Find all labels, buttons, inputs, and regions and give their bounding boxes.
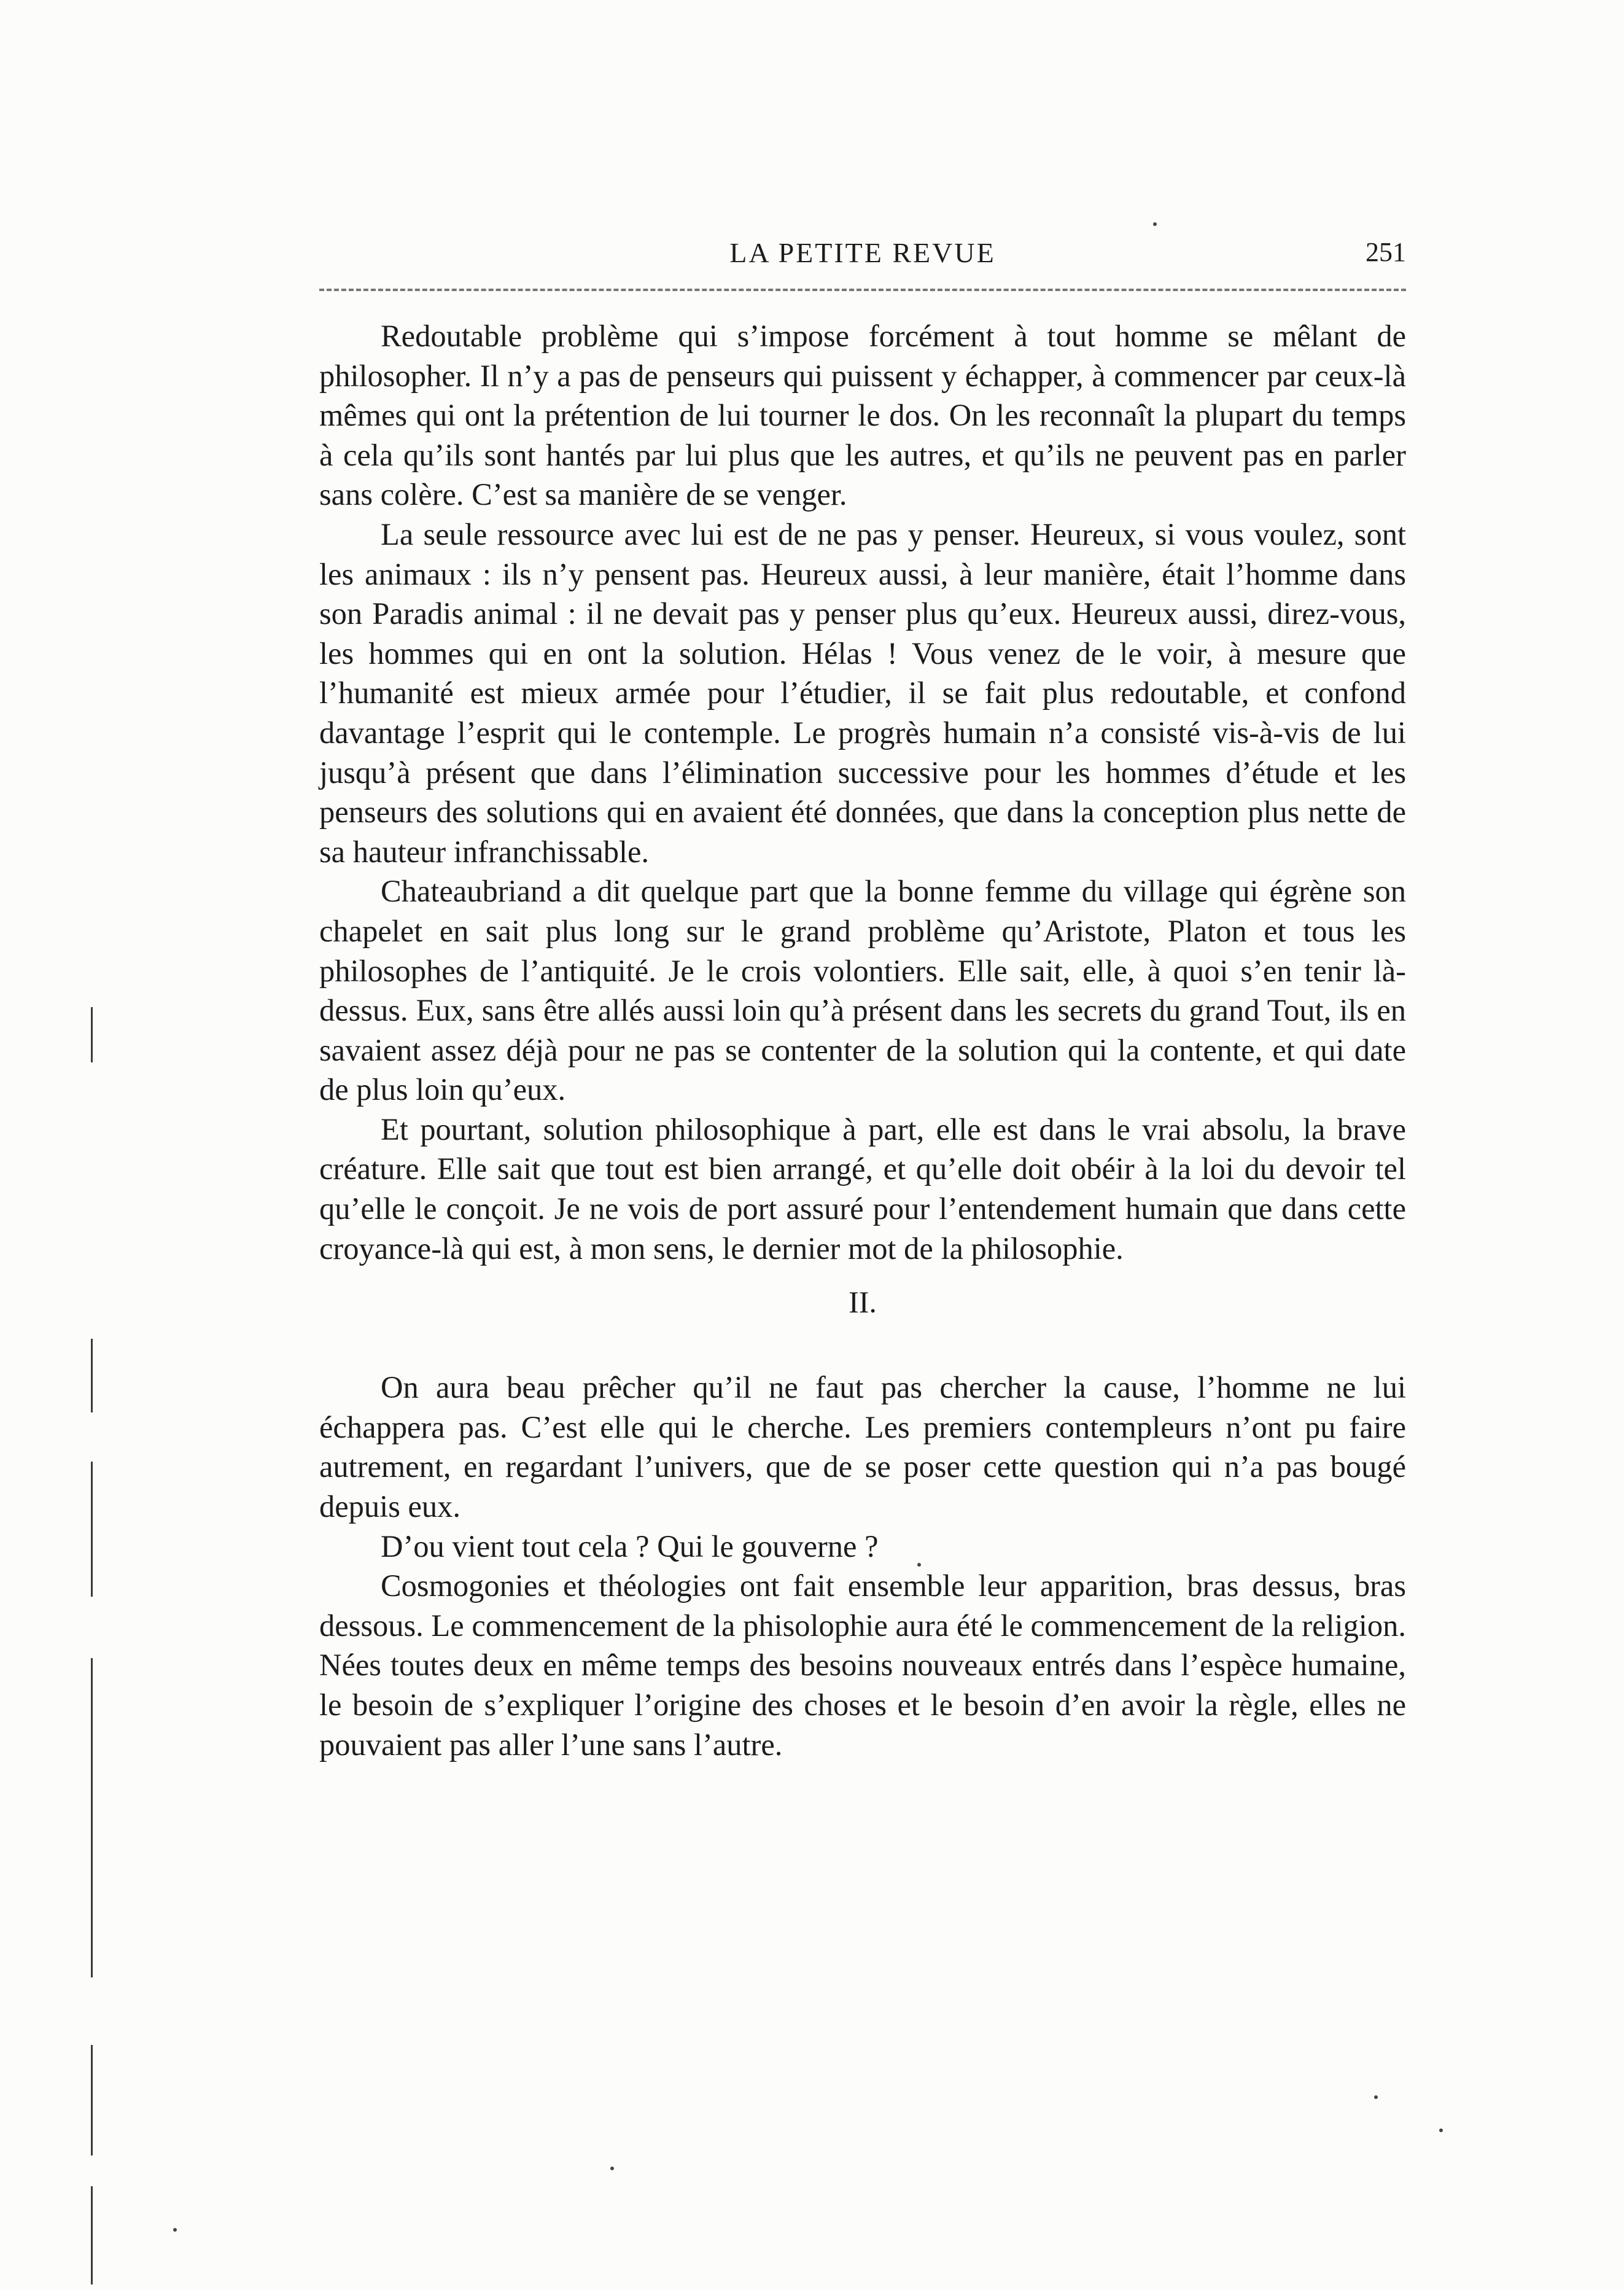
running-header <box>319 236 1406 273</box>
section-heading: II. <box>849 1285 877 1320</box>
paragraph: La seule ressource avec lui est de ne pas y penser. Heureux, si vous voulez, sont les animaux : ils n’y pensent pas. Heureux aussi, à leur manière, était l’homme dans son Paradis animal : il ne devait pas y penser plus qu’eux. Heureux aussi, direz-vous, les hommes qui en ont la solution. Hélas ! Vous venez de le voir, à mesure que l’humanité est mieux armée pour l’étudier, il se fait plus redoutable, et confond davantage l’esprit qui le contemple. Le progrès humain n’a consisté vis-à-vis de lui jusqu’à présent que dans l’élimination successive pour les hommes d’étude et les penseurs des solutions qui en avaient été données, que dans la conception plus nette de sa hauteur infranchissable. <box>319 516 1406 869</box>
paragraph: Cosmogonies et théologies ont fait ensemble leur apparition, bras dessus, bras dessous. Le commencement de la phisolophie aura été le commencement de la religion. Nées toutes deux en même temps des besoins nouveaux entrés dans l’espèce humaine, le besoin de s’expliquer l’origine des choses et le besoin d’en avoir la règle, elles ne pouvaient pas aller l’une sans l’autre. <box>319 1568 1406 1762</box>
scan-dust-speck <box>1439 2128 1443 2132</box>
paragraph: Et pourtant, solution philosophique à part, elle est dans le vrai absolu, la brave créature. Elle sait que tout est bien arrangé, et qu’elle doit obéir à la loi du devoir tel qu’elle le conçoit. Je ne vois de port assuré pour l’entendement humain que dans cette croyance-là qui est, à mon sens, le dernier mot de la philosophie. <box>319 1112 1406 1266</box>
scan-edge-mark <box>91 1007 93 1062</box>
scan-edge-mark <box>91 2045 93 2156</box>
scan-dust-speck <box>173 2228 177 2232</box>
running-title: LA PETITE REVUE <box>729 237 996 268</box>
header-rule <box>319 289 1406 291</box>
scan-edge-mark <box>91 2186 93 2284</box>
scan-edge-mark <box>91 1658 93 1977</box>
scan-edge-mark <box>91 1462 93 1597</box>
scan-dust-speck <box>1153 222 1157 226</box>
paragraph: Chateaubriand a dit quelque part que la bonne femme du village qui égrène son chapelet en sait plus long sur le grand problème qu’Aristote, Platon et tous les philosophes de l’antiquité. Je le crois volontiers. Elle sait, elle, à quoi s’en tenir là-dessus. Eux, sans être allés aussi loin qu’à présent dans les secrets du grand Tout, ils en savaient assez déjà pour ne pas se contenter de la solution qui la contente, et qui date de plus loin qu’eux. <box>319 874 1406 1107</box>
paragraph: On aura beau prêcher qu’il ne faut pas chercher la cause, l’homme ne lui échappera pas. C’est elle qui le cherche. Les premiers contempleurs n’ont pu faire autrement, en regardant l’univers, que de se poser cette question qui n’a pas bougé depuis eux. <box>319 1370 1406 1524</box>
scan-edge-mark <box>91 1339 93 1412</box>
page-number: 251 <box>1366 237 1406 267</box>
body-text <box>319 316 1406 1764</box>
scan-dust-speck <box>1374 2095 1378 2099</box>
scan-dust-speck <box>610 2167 614 2170</box>
paragraph: D’ou vient tout cela ? Qui le gouverne ? <box>381 1529 879 1564</box>
paragraph: Redoutable problème qui s’impose forcément à tout homme se mêlant de philosopher. Il n’y a pas de penseurs qui puissent y échapper, à commencer par ceux-là mêmes qui ont la prétention de lui tourner le dos. On les reconnaît la plupart du temps à cela qu’ils sont hantés par lui plus que les autres, et qu’ils ne peuvent pas en parler sans colère. C’est sa manière de se venger. <box>319 319 1406 512</box>
